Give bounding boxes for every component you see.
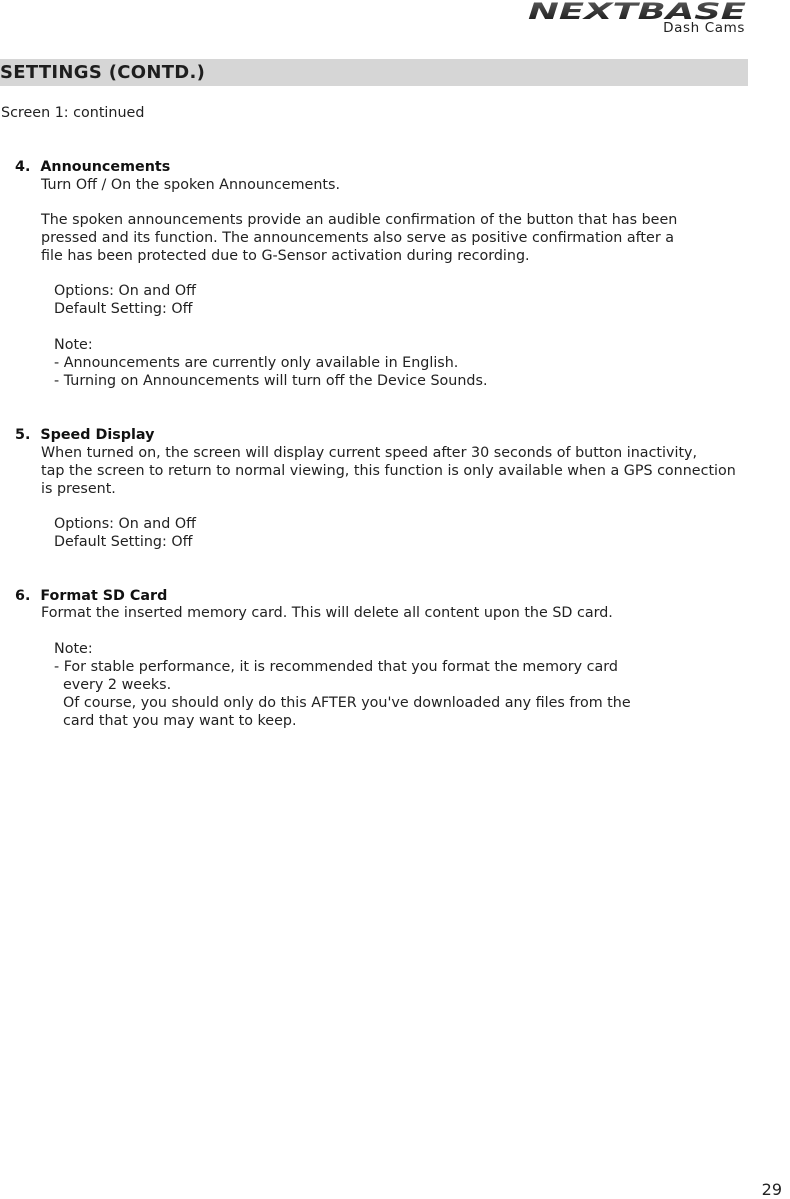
item-text: is present. bbox=[41, 481, 116, 497]
item-text: Format the inserted memory card. This will delete all content upon the SD card. bbox=[41, 605, 613, 621]
item-heading-announcements: 4. Announcements bbox=[15, 159, 171, 175]
logo-wordmark-text: NEXTBASE bbox=[528, 0, 746, 22]
item-text: tap the screen to return to normal viewing, this function is only available when a GPS connection bbox=[41, 463, 736, 479]
item-text: The spoken announcements provide an audible confirmation of the button that has been bbox=[41, 212, 678, 228]
item-heading-format-sd-card: 6. Format SD Card bbox=[15, 588, 168, 604]
section-title: SETTINGS (CONTD.) bbox=[0, 62, 206, 83]
item-note: - Turning on Announcements will turn off the Device Sounds. bbox=[54, 373, 488, 389]
nextbase-wordmark bbox=[524, 0, 750, 22]
item-text: file has been protected due to G-Sensor activation during recording. bbox=[41, 248, 530, 264]
item-note: every 2 weeks. bbox=[63, 677, 172, 693]
item-note: - Announcements are currently only available in English. bbox=[54, 355, 459, 371]
section-title-bar bbox=[0, 59, 748, 86]
logo-subtitle: Dash Cams bbox=[663, 20, 745, 36]
item-text: pressed and its function. The announcements also serve as positive confirmation after a bbox=[41, 230, 674, 246]
item-default: Default Setting: Off bbox=[54, 301, 193, 317]
item-note-label: Note: bbox=[54, 337, 93, 353]
intro-text: Screen 1: continued bbox=[1, 105, 145, 121]
item-note: card that you may want to keep. bbox=[63, 713, 297, 729]
item-option: Options: On and Off bbox=[54, 283, 196, 299]
item-text: Turn Off / On the spoken Announcements. bbox=[41, 177, 340, 193]
item-default: Default Setting: Off bbox=[54, 534, 193, 550]
page-number: 29 bbox=[761, 1180, 782, 1199]
nextbase-logo bbox=[524, 0, 750, 40]
item-heading-speed-display: 5. Speed Display bbox=[15, 427, 155, 443]
item-note: Of course, you should only do this AFTER you've downloaded any files from the bbox=[63, 695, 631, 711]
item-text: When turned on, the screen will display current speed after 30 seconds of button inactivity, bbox=[41, 445, 698, 461]
item-note-label: Note: bbox=[54, 641, 93, 657]
item-note: - For stable performance, it is recommended that you format the memory card bbox=[54, 659, 618, 675]
item-option: Options: On and Off bbox=[54, 516, 196, 532]
